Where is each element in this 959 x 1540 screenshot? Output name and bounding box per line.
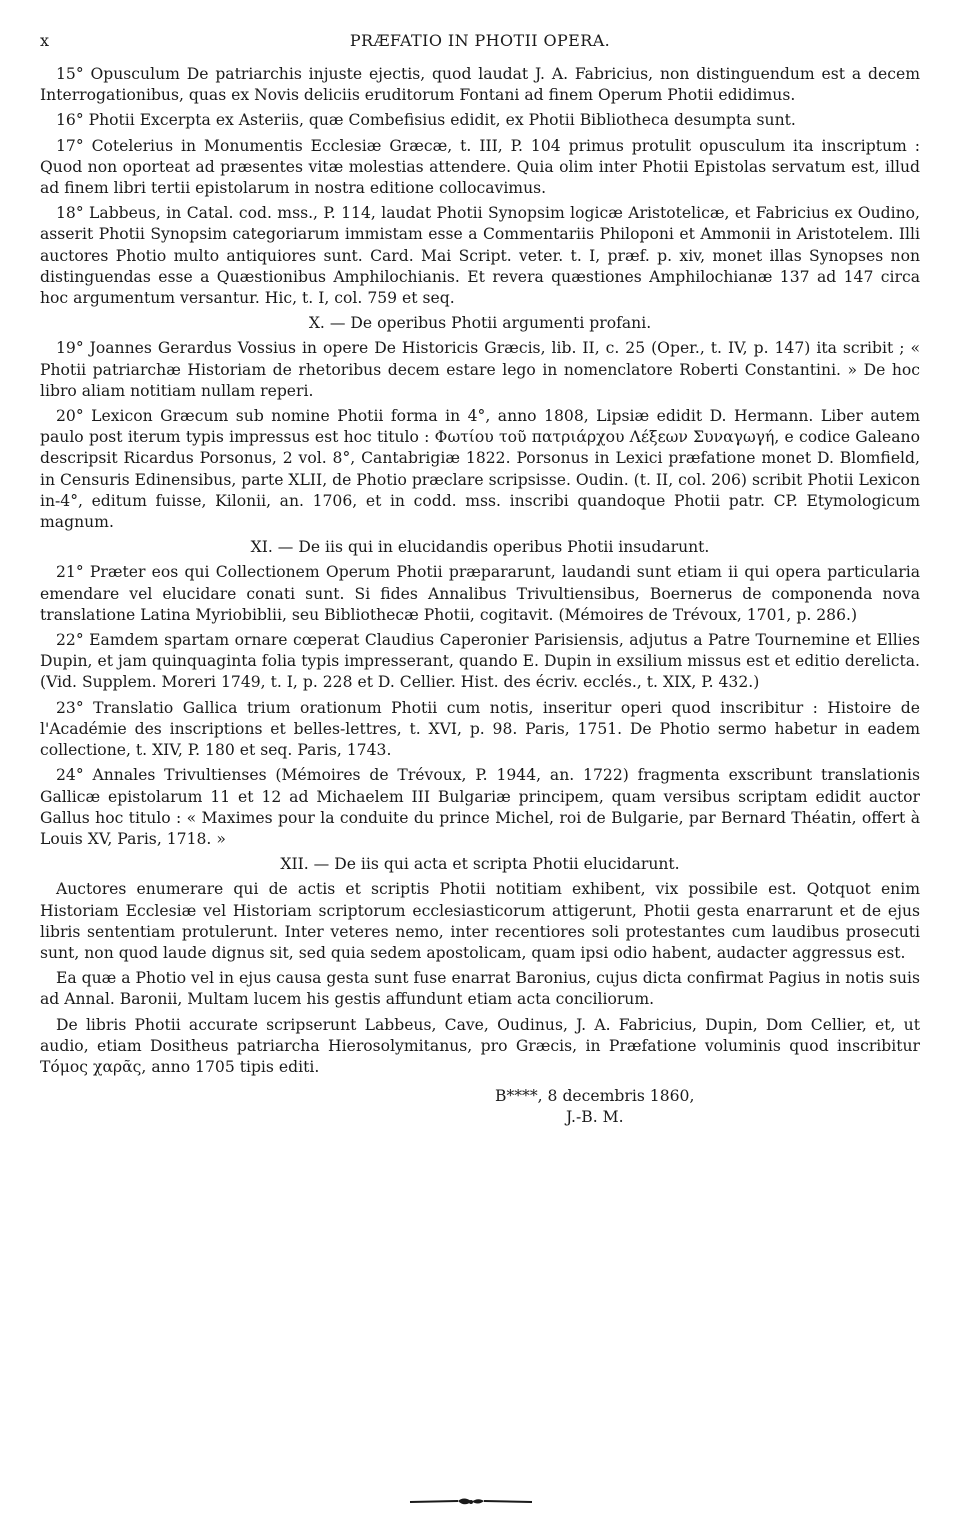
paragraph: 24° Annales Trivultienses (Mémoires de Trévoux, P. 1944, an. 1722) fragmenta exscribunt translationis Gallicæ epistolarum 11 et 12 ad Michaelem III Bulgariæ principem, quam versibus scriptam edidit auctor Gallus hoc titulo : « Maximes pour la conduite du prince Michel, roi de Bulgarie, par Bernard Théatin, offert à Louis XV, Paris, 1718. » [40, 766, 920, 848]
signature-date: B****, 8 decembris 1860, [495, 1087, 695, 1106]
paragraph: 20° Lexicon Græcum sub nomine Photii forma in 4°, anno 1808, Lipsiæ edidit D. Hermann. Liber autem paulo post iterum typis impressus est hoc titulo : Φωτίου τοῦ πατριάρχου Λέξεων Συναγωγή, e codice Galeano descripsit Ricardus Porsonus, 2 vol. 8°, Cantabrigiæ 1822. Porsonus in Lexici præfatione monet D. Blomfield, in Censuris Edinensibus, parte XLII, de Photio præclare scripsisse. Oudin. (t. II, col. 206) scribit Photii Lexicon in-4°, editum fuisse, Kilonii, an. 1706, et in codd. mss. inscribi quandoque Photii patr. CP. Etymologicum magnum. [40, 407, 920, 532]
paragraph: 23° Translatio Gallica trium orationum Photii cum notis, inseritur operi quod inscribitur : Histoire de l'Académie des inscriptions et belles-lettres, t. XVI, p. 98. Paris, 1751. De Photio sermo habetur in eadem collectione, t. XIV, P. 180 et seq. Paris, 1743. [40, 698, 920, 760]
paragraph: 21° Præter eos qui Collectionem Operum Photii præpararunt, laudandi sunt etiam ii qui opera particularia emendare vel elucidare conati sunt. Si fides Annalibus Trivultiensibus, Boernerus de componenda nova translatione Latina Myriobiblii, seu Bibliothecæ Photii, cogitavit. (Mémoires de Trévoux, 1701, p. 286.) [40, 563, 920, 624]
paragraph: 16° Photii Excerpta ex Asteriis, quæ Combefisius edidit, ex Photii Bibliotheca desumpta sunt. [56, 111, 796, 130]
paragraph: De libris Photii accurate scripserunt Labbeus, Cave, Oudinus, J. A. Fabricius, Dupin, Dom Cellier, et, ut audio, etiam Dositheus patriarcha Hierosolymitanus, pro Græcis, in Præfatione voluminis quod inscribitur Τόμος χαρᾶς, anno 1705 tipis editi. [40, 1015, 920, 1076]
paragraph: 22° Eamdem spartam ornare cœperat Claudius Caperonier Parisiensis, adjutus a Patre Tournemine et Ellies Dupin, et jam quinquaginta folia typis impresserant, quando E. Dupin in exsilium missus est et editio derelicta. (Vid. Supplem. Moreri 1749, t. I, p. 228 et D. Cellier. Hist. des écriv. ecclés., t. XIX, P. 432.) [40, 631, 920, 692]
paragraph: 19° Joannes Gerardus Vossius in opere De Historicis Græcis, lib. II, c. 25 (Oper., t. IV, p. 147) ita scribit ; « Photii patriarchæ Historiam de rhetoribus decem estare lego in nomenclatore Roberti Constantini. » De hoc libro aliam notitiam nullam reperi. [40, 339, 920, 400]
running-title: PRÆFATIO IN PHOTII OPERA. [349, 31, 611, 50]
running-header [40, 30, 920, 64]
paragraph: 15° Opusculum De patriarchis injuste ejectis, quod laudat J. A. Fabricius, non distinguendum est a decem Interrogationibus, quas ex Novis deliciis eruditorum Fontani ad finem Operum Photii edidimus. [40, 65, 920, 105]
page-number: x [40, 31, 50, 50]
tailpiece-ornament [408, 1495, 534, 1509]
section-heading: XI. — De iis qui in elucidandis operibus Photii insudarunt. [250, 538, 710, 557]
section-heading: XII. — De iis qui acta et scripta Photii elucidarunt. [280, 855, 680, 874]
paragraph: Auctores enumerare qui de actis et scriptis Photii notitiam exhibent, vix possibile est. Qotquot enim Historiam Ecclesiæ vel Historiam scriptorum ecclesiasticorum attigerunt, Photii gesta enarrarunt et de ejus libris sententiam protulerunt. Inter veteres nemo, inter recentiores soli protestantes cum laudibus prosecuti sunt, non quod laude dignus sit, sed quia sedem apostolicam, quam ipsi odio habent, audacter aggressus est. [40, 880, 920, 962]
section-heading: X. — De operibus Photii argumenti profani. [308, 314, 652, 333]
body-text [40, 64, 920, 1078]
page [40, 30, 920, 1129]
paragraph: 18° Labbeus, in Catal. cod. mss., P. 114, laudat Photii Synopsim logicæ Aristotelicæ, et Fabricius ex Oudino, asserit Photii Synopsim categoriarum immistam esse a Commentariis Philoponi et Ammonii in Aristotelem. Illi auctores Photio multo antiquiores sunt. Card. Mai Script. veter. t. I, præf. p. xiv, monet illas Synopses non distinguendas esse a Quæstionibus Amphilochianis. Et revera quæstiones Amphilochianæ 137 ad 147 circa hoc argumentum versantur. Hic, t. I, col. 759 et seq. [40, 204, 920, 308]
paragraph: 17° Cotelerius in Monumentis Ecclesiæ Græcæ, t. III, P. 104 primus protulit opusculum ita inscriptum : Quod non oporteat ad præsentes vitæ molestias attendere. Quia olim inter Photii Epistolas servatum est, illud ad finem libri tertii epistolarum in nostra editione collocavimus. [40, 136, 920, 198]
signature-initials: J.-B. M. [566, 1108, 624, 1127]
paragraph: Ea quæ a Photio vel in ejus causa gesta sunt fuse enarrat Baronius, cujus dicta confirmat Pagius in notis suis ad Annal. Baronii, Multam lucem his gestis affundunt etiam acta conciliorum. [40, 969, 920, 1009]
